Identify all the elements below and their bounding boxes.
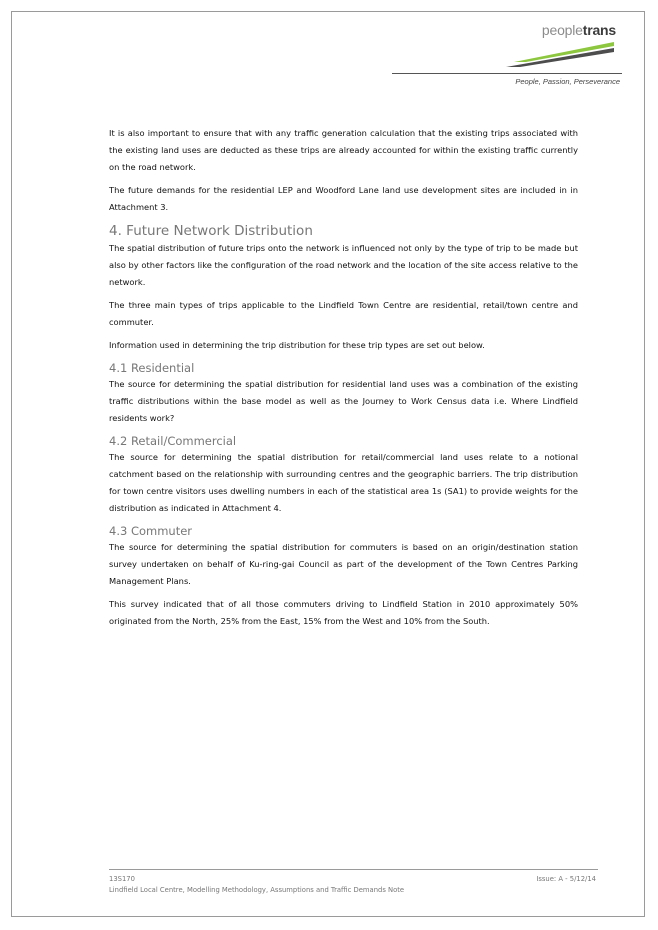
subsection-heading: 4.3 Commuter	[109, 524, 193, 538]
section-heading: 4. Future Network Distribution	[109, 223, 313, 239]
logo-swoosh-icon	[506, 40, 616, 70]
paragraph: The source for determining the spatial distribution for residential land uses was a combination of the existing traffic distributions within the base model as well as the Journey to Work Census data i.e. Where Lindfield residents work?	[109, 379, 578, 423]
logo-text-light: people	[541, 22, 583, 38]
paragraph: Information used in determining the trip distribution for these trip types are set out below.	[109, 340, 485, 350]
document-page	[11, 11, 645, 917]
footer-divider	[109, 869, 598, 870]
logo-text-bold: trans	[582, 22, 616, 38]
paragraph: The source for determining the spatial distribution for commuters is based on an origin/destination station survey undertaken on behalf of Ku-ring-gai Council as part of the development of the Town Centres Parking Management Plans.	[109, 542, 578, 586]
paragraph: This survey indicated that of all those commuters driving to Lindfield Station in 2010 approximately 50% originated from the North, 25% from the East, 15% from the West and 10% from the South.	[109, 599, 578, 626]
peopletrans-logo	[506, 22, 616, 74]
doc-title: Lindfield Local Centre, Modelling Methodology, Assumptions and Traffic Demands Note	[109, 886, 405, 894]
paragraph: The future demands for the residential LEP and Woodford Lane land use development sites are included in in Attachment 3.	[109, 185, 578, 212]
issue-label: Issue: A - 5/12/14	[536, 875, 596, 883]
body-content	[109, 125, 578, 636]
paragraph: The source for determining the spatial distribution for retail/commercial land uses relate to a notional catchment based on the relationship with surrounding centres and the geographic barriers. The trip distribution for town centre visitors uses dwelling numbers in each of the statistical area 1s (SA1) to provide weights for the distribution as indicated in Attachment 4.	[109, 452, 578, 513]
tagline: People, Passion, Perseverance	[515, 77, 620, 86]
footer-left	[109, 874, 404, 896]
header-divider	[392, 73, 622, 74]
subsection-heading: 4.2 Retail/Commercial	[109, 434, 237, 448]
paragraph: The spatial distribution of future trips onto the network is influenced not only by the type of trip to be made but also by other factors like the configuration of the road network and the location of the site access relative to the network.	[109, 243, 578, 287]
logo-wordmark	[542, 22, 616, 38]
paragraph: The three main types of trips applicable to the Lindfield Town Centre are residential, retail/town centre and commuter.	[109, 300, 578, 327]
subsection-heading: 4.1 Residential	[109, 361, 195, 375]
paragraph: It is also important to ensure that with any traffic generation calculation that the existing trips associated with the existing land uses are deducted as these trips are already accounted for within the existing traffic currently on the road network.	[109, 128, 578, 172]
doc-number: 13S170	[109, 875, 135, 883]
